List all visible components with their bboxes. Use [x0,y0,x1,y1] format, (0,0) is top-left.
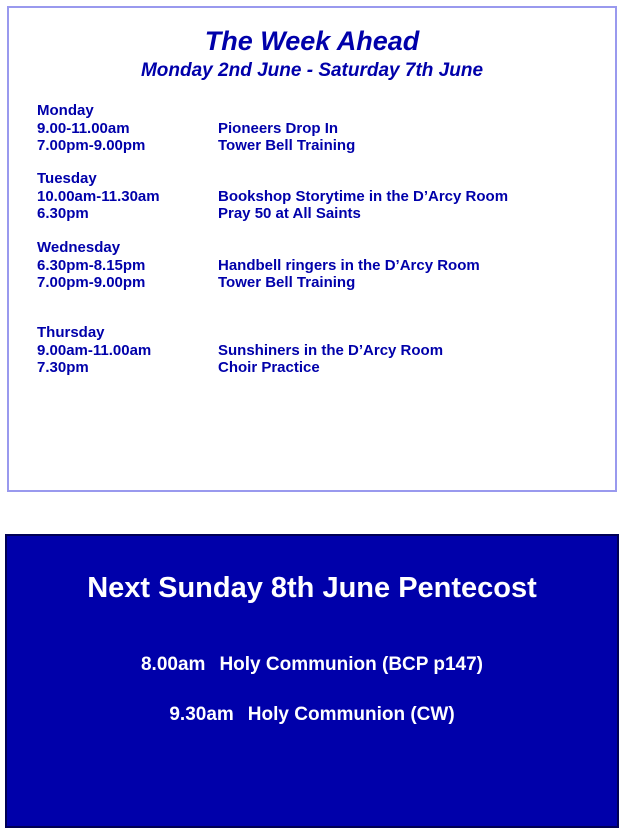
service-name: Holy Communion (CW) [247,704,455,725]
event-time: 7.00pm-9.00pm [37,274,146,291]
event-row [37,205,508,223]
week-subtitle: Monday 2nd June - Saturday 7th June [140,60,484,81]
event-time: 6.30pm [37,205,89,222]
day-thursday [37,324,443,377]
event-name: Tower Bell Training [218,137,356,154]
service-name: Holy Communion (BCP p147) [219,654,483,675]
event-name: Bookshop Storytime in the D’Arcy Room [218,187,509,205]
service-row [7,654,617,676]
event-time: 7.30pm [37,359,89,376]
day-name: Monday [37,102,94,119]
week-title: The Week Ahead [204,26,420,56]
event-row [37,137,355,155]
event-name: Tower Bell Training [218,274,356,291]
event-time: 10.00am-11.30am [37,187,160,205]
day-name: Thursday [37,324,105,341]
week-ahead-panel [7,6,617,492]
day-tuesday [37,170,508,223]
event-name: Handbell ringers in the D’Arcy Room [218,256,480,274]
service-time: 8.00am [140,654,206,675]
day-name: Wednesday [37,239,121,256]
event-row [37,342,443,360]
service-row [7,704,617,726]
event-time: 9.00-11.00am [37,119,130,137]
service-time: 9.30am [169,704,234,725]
day-monday [37,102,355,155]
sunday-heading: Next Sunday 8th June Pentecost [87,572,537,604]
event-name: Choir Practice [218,359,320,376]
event-time: 7.00pm-9.00pm [37,137,146,154]
event-time: 9.00am-11.00am [37,341,152,359]
event-name: Sunshiners in the D’Arcy Room [218,341,444,359]
event-name: Pioneers Drop In [218,119,339,137]
day-wednesday [37,239,480,292]
event-name: Pray 50 at All Saints [218,205,361,222]
event-row [37,188,508,206]
event-row [37,274,480,292]
event-row [37,120,355,138]
event-row [37,359,443,377]
day-name: Tuesday [37,170,97,187]
event-row [37,257,480,275]
next-sunday-panel [5,534,619,828]
event-time: 6.30pm-8.15pm [37,256,146,274]
